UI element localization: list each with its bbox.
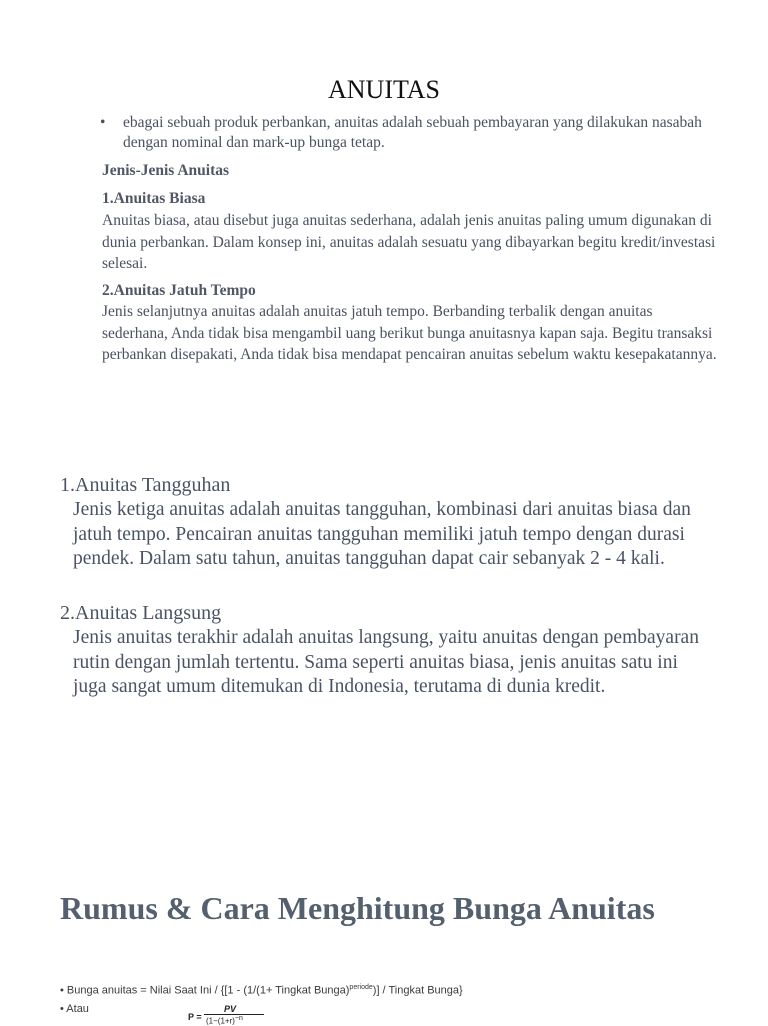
document-title: ANUITAS: [327, 75, 441, 104]
section-heading: Jenis-Jenis Anuitas: [102, 162, 230, 179]
intro-bullet: [100, 113, 720, 153]
formula2-numerator: PV: [224, 1004, 237, 1014]
formula-main-text: • Bunga anuitas = Nilai Saat Ini / {[1 - (1/(1+ Tingkat Bunga): [60, 984, 350, 997]
formula2-denominator: [206, 1015, 243, 1026]
type-body-biasa: Anuitas biasa, atau disebut juga anuitas sederhana, adalah jenis anuitas paling umum digunakan di dunia perbankan. Dalam konsep ini, anuitas adalah sesuatu yang dibayarkan begitu kredit/investasi selesai.: [102, 212, 716, 272]
formula-fraction: [188, 1002, 278, 1024]
formula-exponent: periode: [349, 984, 373, 991]
type-heading-jatuh-tempo: 2.Anuitas Jatuh Tempo: [102, 282, 256, 299]
type-heading-langsung: 2.Anuitas Langsung: [60, 602, 222, 624]
formula2-lhs: P =: [188, 1012, 202, 1022]
type-body-jatuh-tempo: Jenis selanjutnya anuitas adalah anuitas jatuh tempo. Berbanding terbalik dengan anuitas sederhana, Anda tidak bisa mengambil uang berikut bunga anuitasnya kapan saja. Begitu transaksi perbankan disepakati, Anda tidak bisa mendapat pencairan anuitas sebelum waktu kesepakatannya.: [102, 303, 717, 363]
formula-atau: • Atau: [60, 1003, 89, 1015]
formula2-denominator-exp: −n: [234, 1015, 243, 1022]
type-body-tangguhan: Jenis ketiga anuitas adalah anuitas tangguhan, kombinasi dari anuitas biasa dan jatuh tempo. Pencairan anuitas tangguhan memiliki jatuh tempo dengan durasi pendek. Dalam satu tahun, anuitas tangguhan dapat cair sebanyak 2 - 4 kali.: [73, 499, 691, 569]
type-body-langsung: Jenis anuitas terakhir adalah anuitas langsung, yaitu anuitas dengan pembayaran rutin dengan jumlah tertentu. Sama seperti anuitas biasa, jenis anuitas satu ini juga sangat umum ditemukan di Indonesia, terutama di dunia kredit.: [73, 627, 699, 697]
formula-tail-text: )] / Tingkat Bunga}: [372, 984, 463, 997]
bullet-icon: •: [100, 114, 106, 131]
type-heading-biasa: 1.Anuitas Biasa: [102, 190, 206, 207]
formula2-denominator-text: (1−(1+r): [206, 1016, 235, 1026]
formula-bunga-anuitas: [60, 984, 463, 997]
rumus-title: Rumus & Cara Menghitung Bunga Anuitas: [60, 890, 655, 926]
intro-bullet-text: ebagai sebuah produk perbankan, anuitas adalah sebuah pembayaran yang dilakukan nasabah dengan nominal dan mark-up bunga tetap.: [123, 114, 702, 151]
type-heading-tangguhan: 1.Anuitas Tangguhan: [60, 474, 231, 496]
